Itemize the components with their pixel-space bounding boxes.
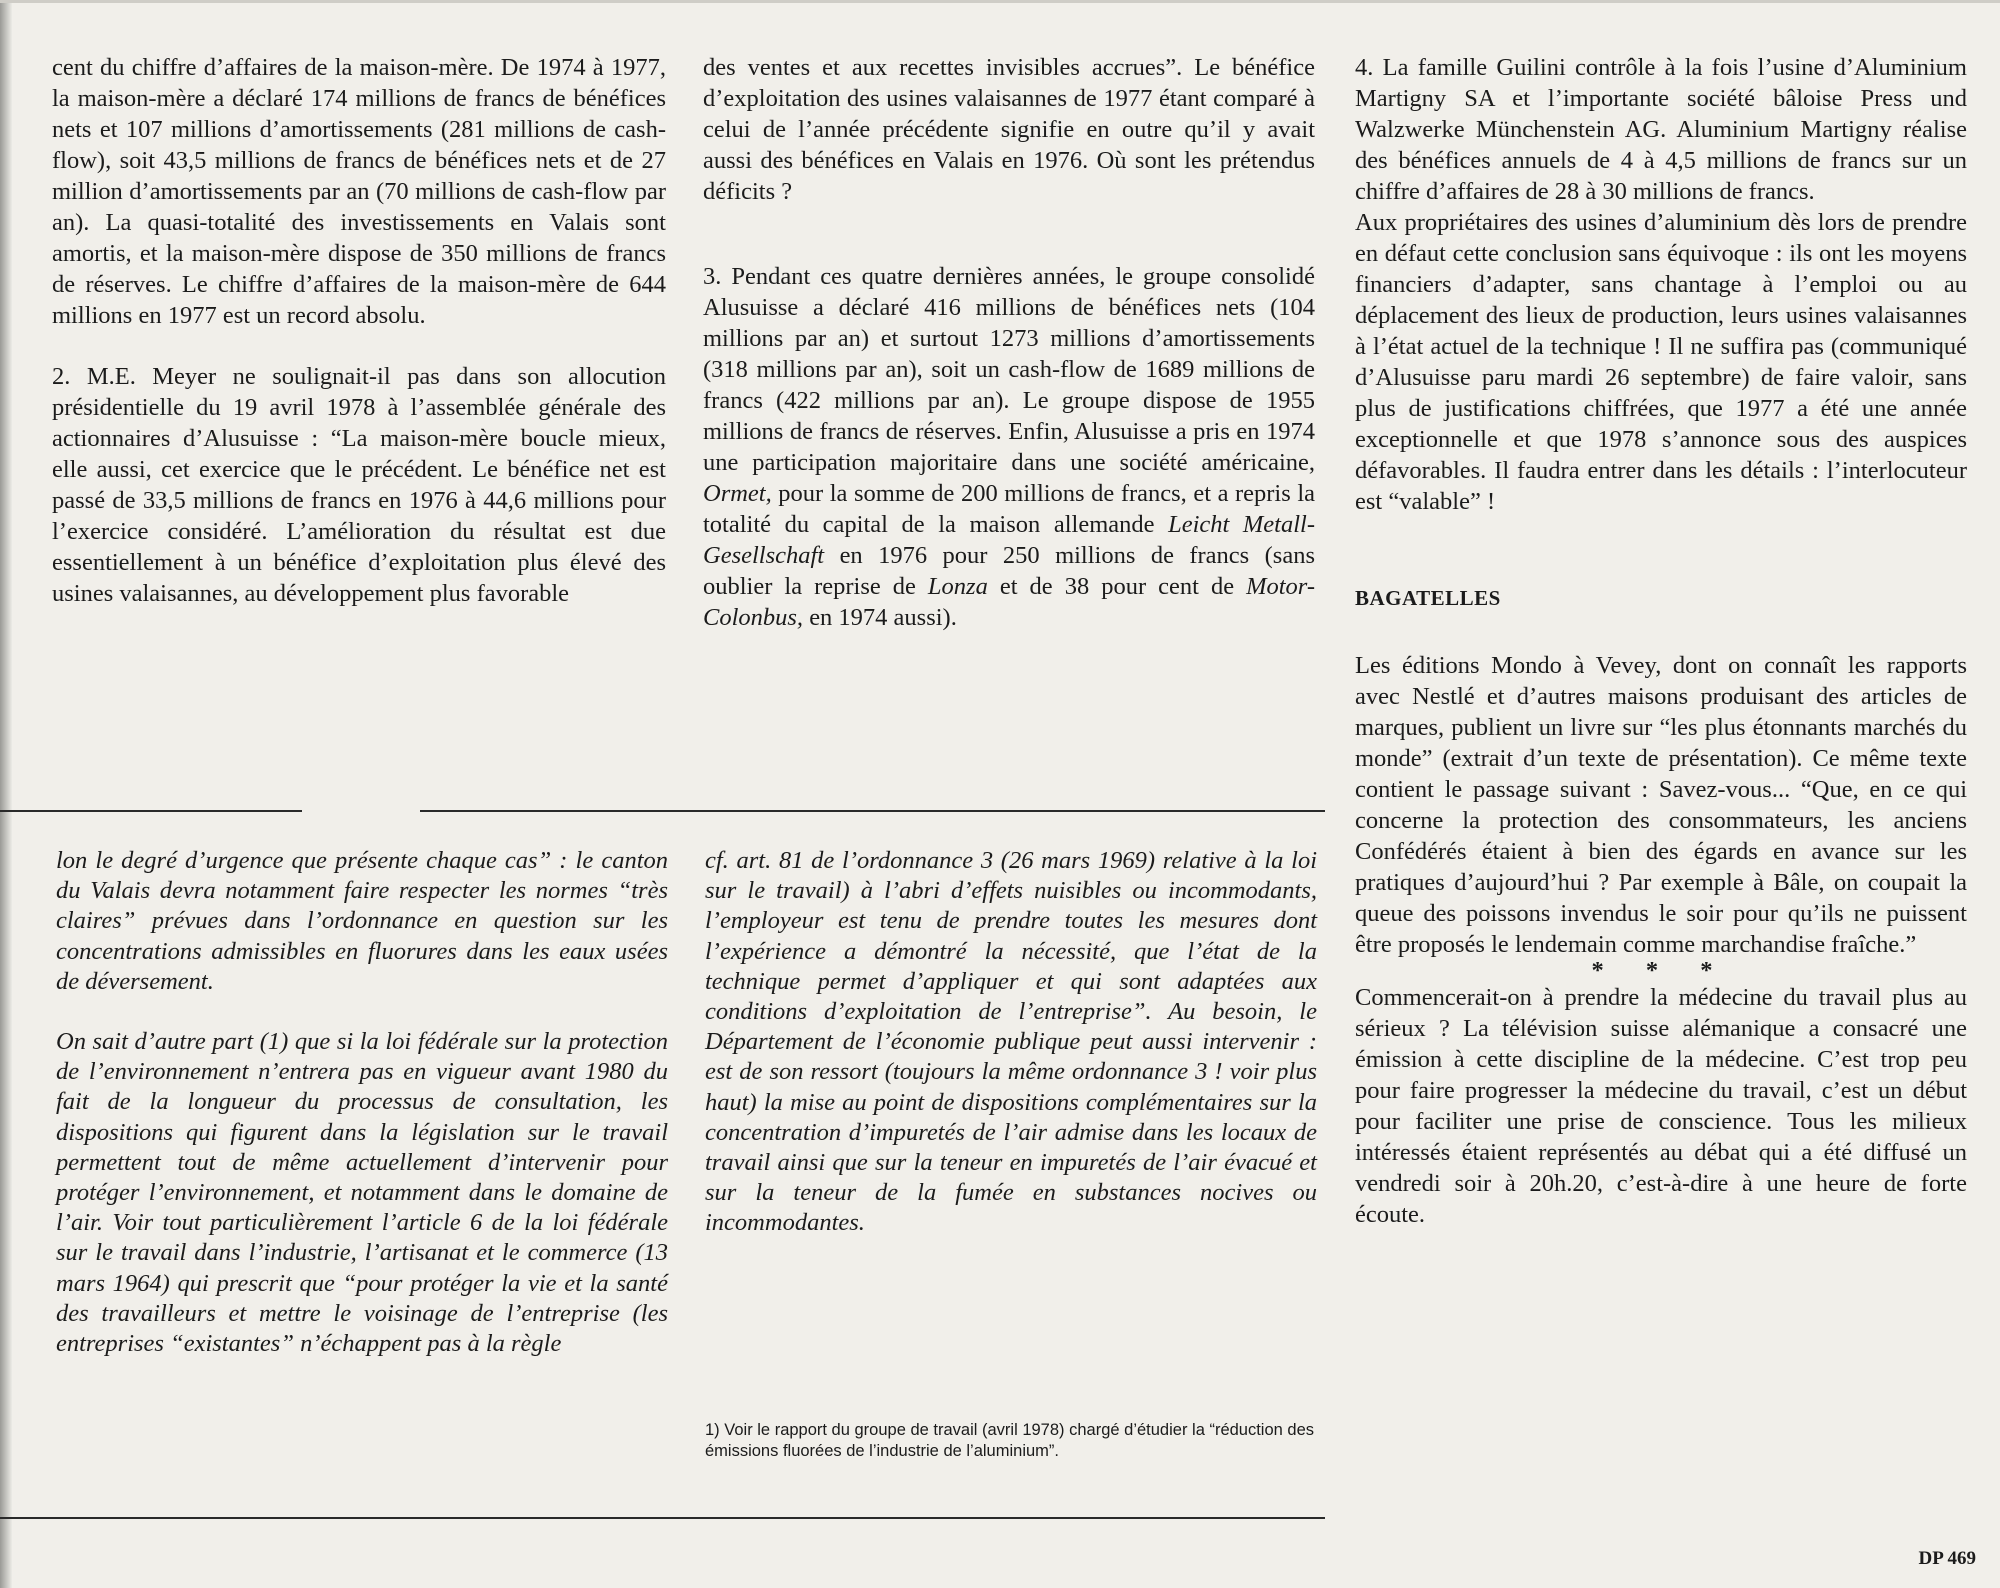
section-heading-bagatelles: BAGATELLES (1355, 586, 1501, 610)
col1-bottom-paragraph-2: On sait d’autre part (1) que si la loi fédérale sur la protection de l’environnement n’entrera pas en vigueur avant 1980 du fait de la longueur du processus de consultation, les dispositions qui figurent dans la législation sur le travail permettent tout de même actuellement d’intervenir pour protéger l’environnement, et notamment dans le domaine de l’air. Voir tout particulièrement l’article 6 de la loi fédérale sur le travail dans l’industrie, l’artisanat et le commerce (13 mars 1964) qui prescrit que “pour protéger la vie et la santé des travailleurs et mettre le voisinage de l’entreprise (les entreprises “existantes” n’échappent pas à la règle (56, 1028, 668, 1358)
section-rule-left (0, 810, 302, 812)
col1-paragraph-1: cent du chiffre d’affaires de la maison-mère. De 1974 à 1977, la maison-mère a déclaré 174 millions de francs de bénéfices nets et 107 millions d’amortissements (281 millions de cash-flow), soit 43,5 millions de francs de bénéfices nets et de 27 million d’amortissements par an (70 millions de cash-flow par an). La quasi-totalité des investissements en Valais sont amortis, et la maison-mère dispose de 350 millions de francs de réserves. Le chiffre d’affaires de la maison-mère de 644 millions en 1977 est un record absolu. (52, 54, 666, 329)
col3-paragraph-3: Les éditions Mondo à Vevey, dont on connaît les rapports avec Nestlé et d’autres maisons produisant des articles de marques, publient un livre sur “les plus étonnants marchés du monde” (extrait d’un texte de présentation). Ce même texte contient le passage suivant : Savez-vous... “Que, en ce qui concerne la protection des consommateurs, les anciens Confédérés étaient à bien des égards en avance sur les pratiques d’aujourd’hui ? Par exemple à Bâle, on coupait la queue des poissons invendus le soir pour qu’ils ne puissent être proposés le lendemain comme marchandise fraîche.” (1355, 652, 1967, 958)
col2-paragraph-1: des ventes et aux recettes invisibles accrues”. Le bénéfice d’exploitation des usines valaisannes de 1977 étant comparé à celui de l’année précédente signifie en outre qu’il y avait aussi des bénéfices en Valais en 1976. Où sont les prétendus déficits ? (703, 54, 1315, 205)
footnote: 1) Voir le rapport du groupe de travail (avril 1978) chargé d’étudier la “réduction des émissions fluorées de l’industrie de l’aluminium”. (705, 1421, 1315, 1460)
column-2-bottom (705, 846, 1317, 1239)
section-rule-bottom (0, 1517, 1325, 1519)
column-2-top (703, 52, 1315, 633)
col3-paragraph-4: Commencerait-on à prendre la médecine du travail plus au sérieux ? La télévision suisse alémanique a consacré une émission à cette discipline de la médecine. C’est trop peu pour faire progresser la médecine du travail, c’est un début pour faciliter une prise de conscience. Tous les milieux intéressés étaient représentés au débat qui a été diffusé un vendredi soir à 20h.20, c’est-à-dire à une heure de forte écoute. (1355, 984, 1967, 1228)
column-1-bottom (56, 846, 668, 1359)
column-1-top (52, 52, 666, 609)
col2-bottom-paragraph-1: cf. art. 81 de l’ordonnance 3 (26 mars 1969) relative à la loi sur le travail) à l’abri d’effets nuisibles ou incommodants, l’employeur est tenu de prendre toutes les mesures dont l’expérience a démontré la nécessité, que l’état de la technique permet d’appliquer et qui sont adaptées aux conditions d’exploitation de l’entreprise”. Au besoin, le Département de l’économie publique peut aussi intervenir : est de son ressort (toujours la même ordonnance 3 ! voir plus haut) la mise au point de dispositions complémentaires sur la concentration d’impuretés de l’air admise dans les locaux de travail ainsi que sur la teneur en impuretés de l’air évacué et sur la teneur de la fumée en substances nocives ou incommodantes. (705, 847, 1317, 1237)
page-binding-edge (0, 0, 12, 1588)
col3-paragraph-2: Aux propriétaires des usines d’aluminium dès lors de prendre en défaut cette conclusion sans équivoque : ils ont les moyens financiers d’adapter, sans chantage à l’emploi ou au déplacement des lieux de production, leurs usines valaisannes à l’état actuel de la technique ! Il ne suffira pas (communiqué d’Alusuisse paru mardi 26 septembre) de faire valoir, sans plus de justifications chiffrées, que 1977 a été une année exceptionnelle et que 1978 s’annonce sous des auspices défavorables. Il faudra entrer dans les détails : l’interlocuteur est “valable” ! (1355, 209, 1967, 515)
top-border (0, 0, 2000, 3)
column-3 (1355, 52, 1967, 1230)
col3-paragraph-1: 4. La famille Guilini contrôle à la fois l’usine d’Aluminium Martigny SA et l’importante société bâloise Press und Walzwerke Münchenstein AG. Aluminium Martigny réalise des bénéfices annuels de 4 à 4,5 millions de francs sur un chiffre d’affaires de 28 à 30 millions de francs. (1355, 54, 1967, 205)
col2-paragraph-2: 3. Pendant ces quatre dernières années, le groupe consolidé Alusuisse a déclaré 416 millions de bénéfices nets (104 millions par an) et surtout 1273 millions d’amortissements (318 millions par an), soit un cash-flow de 1689 millions de francs (422 millions par an). Le groupe dispose de 1955 millions de francs de réserves. Enfin, Alusuisse a pris en 1974 une participation majoritaire dans une société américaine, Ormet, pour la somme de 200 millions de francs, et a repris la totalité du capital de la maison allemande Leicht Metall-Gesellschaft en 1976 pour 250 millions de francs (sans oublier la reprise de Lonza et de 38 pour cent de Motor-Colonbus, en 1974 aussi). (703, 263, 1316, 631)
section-rule-middle (420, 810, 1325, 812)
section-separator-stars: * * * (1591, 957, 1731, 984)
col1-bottom-paragraph-1: lon le degré d’urgence que présente chaque cas” : le canton du Valais devra notamment faire respecter les normes “très claires” prévues dans l’ordonnance en question sur les concentrations admissibles en fluorures dans les eaux usées de déversement. (56, 847, 668, 995)
page-number: DP 469 (1918, 1548, 1976, 1569)
col1-paragraph-2: 2. M.E. Meyer ne soulignait-il pas dans son allocution présidentielle du 19 avril 1978 à l’assemblée générale des actionnaires d’Alusuisse : “La maison-mère boucle mieux, elle aussi, cet exercice que le précédent. Le bénéfice net est passé de 33,5 millions de francs en 1976 à 44,6 millions pour l’exercice considéré. L’amélioration du résultat est due essentiellement à un bénéfice d’exploitation plus élevé des usines valaisannes, au développement plus favorable (52, 363, 666, 607)
